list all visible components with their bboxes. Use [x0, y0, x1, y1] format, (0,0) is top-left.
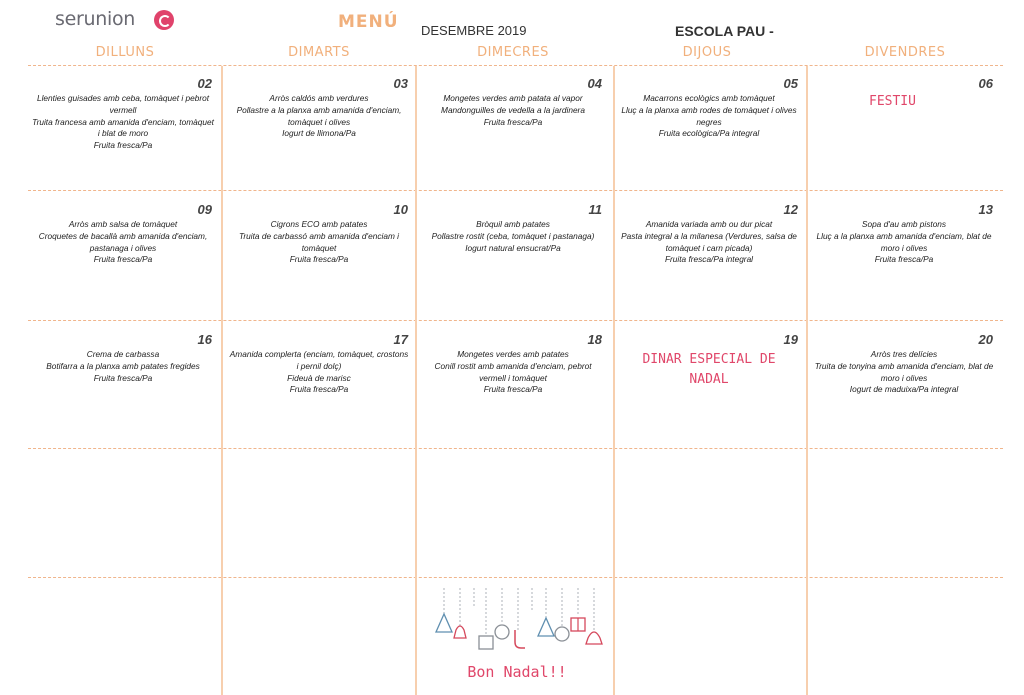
dish: Conill rostit amb amanida d'enciam, pebrot vermell i tomàquet — [434, 360, 592, 383]
dish-list — [422, 349, 604, 396]
dish: Truita de carbassó amb amanida d'enciam i tomàquet — [238, 230, 400, 253]
dish: Botifarra a la planxa amb patates fregides — [46, 360, 200, 371]
menu-day-cell — [222, 322, 416, 448]
dish: Fruita fresca/Pa — [93, 140, 153, 151]
christmas-greeting: Bon Nadal!! — [467, 663, 567, 681]
dish: Arròs caldós amb verdures — [269, 93, 369, 103]
dish: Fruita ecològica/Pa integral — [658, 128, 760, 139]
dish-list — [32, 219, 214, 266]
dish-list — [422, 93, 604, 128]
day-number: 13 — [978, 202, 993, 217]
day-number: 05 — [783, 76, 798, 91]
day-number: 16 — [197, 332, 212, 347]
dish: Arròs tres delícies — [870, 349, 938, 359]
menu-day-cell — [416, 66, 610, 192]
day-number: 12 — [783, 202, 798, 217]
dish: Mongetes verdes amb patates — [457, 349, 569, 359]
grid-line — [28, 577, 1003, 578]
dish: Amanida complerta (enciam, tomàquet, crostons i pernil dolç) — [229, 349, 409, 371]
menu-month: DESEMBRE 2019 — [421, 23, 527, 38]
dish: Fruita fresca/Pa — [289, 254, 349, 265]
menu-day-cell — [807, 66, 1001, 192]
weekday-header-friday: DIVENDRES — [864, 45, 946, 60]
dish: Cigrons ECO amb patates — [270, 219, 368, 229]
dish-list — [228, 93, 410, 140]
dish: Fruita fresca/Pa — [289, 384, 349, 395]
christmas-ornaments-icon — [432, 588, 612, 658]
weekday-header-monday: DILLUNS — [95, 45, 155, 60]
menu-day-cell — [807, 192, 1001, 318]
dish: Arròs amb salsa de tomàquet — [68, 219, 178, 229]
dish: Iogurt natural ensucrat/Pa — [465, 242, 561, 253]
day-number: 18 — [587, 332, 602, 347]
dish: Mongetes verdes amb patata al vapor — [443, 93, 583, 103]
dish: Fruita fresca/Pa — [874, 254, 934, 265]
menu-day-cell — [222, 192, 416, 318]
dish: Bròquil amb patates — [476, 219, 550, 229]
dish: Fruita fresca/Pa — [93, 254, 153, 265]
dish: Fruita fresca/Pa — [483, 116, 543, 127]
menu-day-cell — [416, 192, 610, 318]
grid-line — [28, 320, 1003, 321]
holiday-label: DINAR ESPECIAL DE NADAL — [642, 352, 776, 387]
dish: Pasta integral a la milanesa (Verdures, salsa de tomàquet i carn picada) — [621, 230, 797, 253]
dish: Amanida variada amb ou dur picat — [645, 219, 773, 229]
menu-day-cell — [26, 66, 220, 192]
dish-list — [813, 349, 995, 396]
brand-name: serunion — [55, 8, 136, 30]
dish: Truita francesa amb amanida d'enciam, tomàquet i blat de moro — [32, 116, 214, 139]
day-number: 09 — [197, 202, 212, 217]
dish-list — [618, 219, 800, 266]
menu-day-cell — [807, 322, 1001, 448]
dish: Fideuà de marisc — [287, 372, 351, 383]
day-number: 06 — [978, 76, 993, 91]
dish-list — [618, 93, 800, 140]
school-name: ESCOLA PAU - — [675, 23, 774, 39]
dish: Pollastre a la planxa amb amanida d'enciam, tomàquet i olives — [236, 104, 402, 127]
serunion-logo — [55, 8, 185, 36]
dish: Crema de carbassa — [86, 349, 160, 359]
dish: Macarrons ecològics amb tomàquet — [643, 93, 775, 103]
day-number: 02 — [197, 76, 212, 91]
dish: Sopa d'au amb pistons — [861, 219, 947, 229]
dish-list — [228, 349, 410, 396]
day-number: 19 — [783, 332, 798, 347]
dish: Pollastre rostit (ceba, tomàquet i pastanaga) — [431, 230, 595, 241]
dish-list — [32, 349, 214, 384]
dish: Llenties guisades amb ceba, tomàquet i pebrot vermell — [36, 93, 210, 115]
dish: Truita de tonyina amb amanida d'enciam, blat de moro i olives — [814, 360, 994, 383]
menu-day-cell — [26, 192, 220, 318]
brand-mark-icon — [154, 10, 174, 30]
day-number: 11 — [588, 202, 602, 217]
menu-day-cell — [222, 66, 416, 192]
dish-list — [228, 219, 410, 266]
dish: Iogurt de maduixa/Pa integral — [849, 384, 959, 395]
weekday-header-tuesday: DIMARTS — [288, 45, 350, 60]
menu-title: MENÚ — [338, 12, 399, 32]
dish: Fruita fresca/Pa integral — [664, 254, 754, 265]
day-number: 03 — [393, 76, 408, 91]
dish-list — [422, 219, 604, 254]
dish: Fruita fresca/Pa — [93, 372, 153, 383]
dish: Mandonguilles de vedella a la jardinera — [441, 104, 585, 115]
dish: Lluç a la planxa amb amanida d'enciam, blat de moro i olives — [816, 230, 992, 253]
menu-day-cell — [612, 66, 806, 192]
menu-day-cell — [612, 322, 806, 448]
day-number: 17 — [393, 332, 408, 347]
menu-day-cell — [416, 322, 610, 448]
dish-list — [32, 93, 214, 152]
day-number: 20 — [978, 332, 993, 347]
dish: Lluç a la planxa amb rodes de tomàquet i olives negres — [621, 104, 797, 127]
dish: Croquetes de bacallà amb amanida d'enciam, pastanaga i olives — [38, 230, 208, 253]
dish: Fruita fresca/Pa — [483, 384, 543, 395]
holiday-label: FESTIU — [869, 94, 916, 109]
weekday-header-thursday: DIJOUS — [682, 45, 732, 60]
dish: Iogurt de llimona/Pa — [282, 128, 356, 139]
dish-list — [813, 219, 995, 266]
menu-day-cell — [612, 192, 806, 318]
menu-day-cell — [26, 322, 220, 448]
weekday-header-wednesday: DIMECRES — [477, 45, 549, 60]
day-number: 04 — [587, 76, 602, 91]
day-number: 10 — [393, 202, 408, 217]
grid-line — [28, 448, 1003, 449]
